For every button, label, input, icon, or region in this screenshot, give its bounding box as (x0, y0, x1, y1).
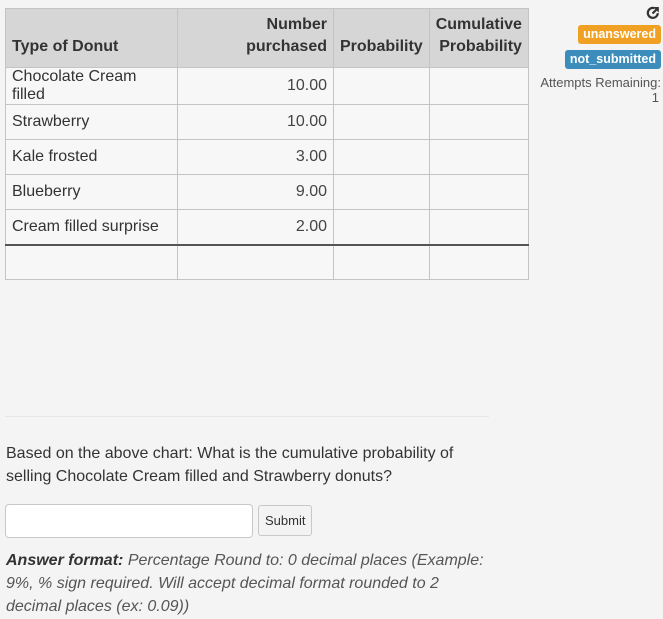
attempts-remaining-label: Attempts Remaining: (540, 75, 661, 90)
cell-probability[interactable] (334, 210, 430, 245)
cell-type: Blueberry (6, 175, 178, 210)
header-cumulative-line1: Cumulative (435, 16, 522, 33)
status-badge-not-submitted: not_submitted (565, 50, 661, 69)
cell-cumulative[interactable] (429, 68, 528, 105)
cell-type: Strawberry (6, 105, 178, 140)
donut-table (5, 8, 529, 280)
question-text: Based on the above chart: What is the cumulative probability of selling Chocolate Cream filled and Strawberry donuts? (6, 445, 454, 485)
table-row (6, 105, 529, 140)
cell-type: Kale frosted (6, 140, 178, 175)
cell-type: Cream filled surprise (6, 210, 178, 245)
cell-probability[interactable] (334, 140, 430, 175)
cell-number: 10.00 (178, 105, 334, 140)
header-number-purchased: Number purchased (178, 9, 334, 68)
cell-cumulative[interactable] (429, 210, 528, 245)
answer-format-text: Percentage Round to: 0 decimal places (Example: 9%, % sign required. Will accept decimal format rounded to 2 decimal places (ex: 0.09)) (6, 552, 484, 615)
total-row (6, 245, 529, 280)
cell-probability[interactable] (334, 105, 430, 140)
cell-number: 9.00 (178, 175, 334, 210)
total-cell-probability[interactable] (334, 245, 430, 280)
cell-probability[interactable] (334, 175, 430, 210)
status-badge-unanswered: unanswered (578, 25, 661, 44)
cell-cumulative[interactable] (429, 140, 528, 175)
cell-probability[interactable] (334, 68, 430, 105)
table-row (6, 140, 529, 175)
attempts-remaining-value: 1 (651, 90, 659, 105)
table-row (6, 175, 529, 210)
header-cumulative-line2: Probability (439, 38, 522, 55)
external-link-icon[interactable] (646, 6, 660, 20)
cell-number: 10.00 (178, 68, 334, 105)
header-cumulative-probability (429, 9, 528, 68)
table-row (6, 68, 529, 105)
total-cell-number[interactable] (178, 245, 334, 280)
cell-cumulative[interactable] (429, 175, 528, 210)
submit-button[interactable]: Submit (258, 505, 312, 536)
answer-input[interactable] (5, 504, 253, 538)
table-row (6, 210, 529, 245)
table-header-row (6, 9, 529, 68)
cell-number: 3.00 (178, 140, 334, 175)
status-panel (531, 6, 661, 105)
total-cell-type[interactable] (6, 245, 178, 280)
cell-type: Chocolate Cream filled (6, 68, 178, 105)
total-cell-cumulative[interactable] (429, 245, 528, 280)
header-probability: Probability (334, 9, 430, 68)
answer-format-label: Answer format: (6, 552, 124, 569)
cell-number: 2.00 (178, 210, 334, 245)
cell-cumulative[interactable] (429, 105, 528, 140)
header-type: Type of Donut (6, 9, 178, 68)
section-divider (5, 416, 489, 417)
answer-format-note (6, 549, 484, 618)
